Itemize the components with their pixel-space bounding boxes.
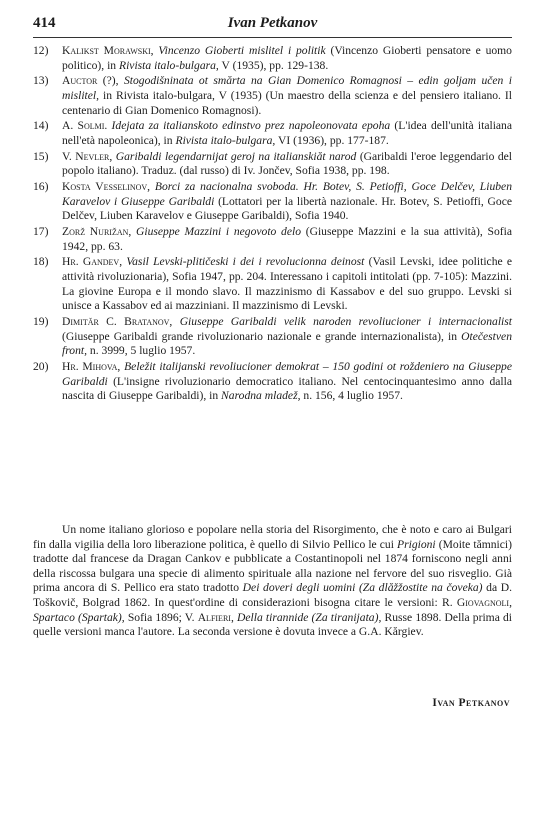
- entry-text: (Giuseppe Mazzini e la sua attività), Sofia 1942, pp. 63.: [62, 225, 512, 253]
- entry-number: 17): [33, 225, 49, 239]
- bibliography-entry: [33, 180, 512, 224]
- entry-author: Dimităr C. Bratanov,: [62, 315, 173, 328]
- paragraph-text: da D. Toškovič, Bolgrad 1862. In quest'ordine di considerazioni bisogna citare le versioni: R.: [33, 581, 513, 609]
- entry-title: Borci za nacionalna svoboda. Hr. Botev, S. Petioffi, Goce Delčev, Liuben Karavelov i Giuseppe Garibaldi: [62, 180, 512, 208]
- entry-title: Giuseppe Garibaldi velik naroden revoliucioner i internacionalist: [179, 315, 512, 328]
- entry-author: Auctor: [62, 74, 98, 88]
- entry-number: 14): [33, 119, 49, 133]
- paragraph-author: Giovagnoli,: [456, 595, 512, 609]
- entry-title-2: Otečestven front,: [62, 329, 512, 358]
- entry-author: A. Solmi.: [62, 119, 108, 133]
- paragraph-text: (Moite tămnici) tradotte dal francese da Dragan Cankov e pubblicate a Costantinopoli nel 1874 forniscono negli anni della riscossa bulgara una specie di alimento spirituale alla nazione nel fervore del suo risveglio. Già prima ancora di S. Pellico era stato tradotto: [33, 537, 512, 595]
- entry-text: (Lottatori per la libertà nazionale. Hr. Botev, S. Petioffi, Goce Delčev, Liuben Karavelov e Giuseppe Garibaldi), Sofia 1940.: [62, 194, 512, 223]
- paragraph-italic: Dei doveri degli uomini (Za dlăžžostite na čoveka): [242, 581, 483, 595]
- body-paragraph: [33, 523, 512, 640]
- entry-number: 12): [33, 44, 49, 57]
- bibliography-entry: [33, 225, 512, 254]
- paragraph-author: Alfieri,: [197, 610, 234, 624]
- page-number: 414: [33, 15, 56, 31]
- entry-author: Hr. Gandev,: [62, 255, 123, 269]
- bibliography-entry: [33, 255, 512, 313]
- header-rule: [33, 37, 512, 38]
- running-title: Ivan Petkanov: [227, 15, 318, 31]
- entry-title: Giuseppe Mazzini i negovoto delo: [136, 225, 302, 239]
- entry-title-2: Rivista italo-bulgara,: [119, 58, 219, 72]
- entry-text: (Vasil Levski, idee politiche e attività rivoluzionaria), Sofia 1947, pp. 204. Interessano i capitoli intitolati (pp. 7-105): Mazzini. La giovine Europa e il mondo slavo. Il mazzinismo di Kassabov e del suo gruppo. Levski si unisce a Kassabov ed ai mazziniani. Il mazzinismo di Levski.: [62, 255, 513, 313]
- entry-text: (Giuseppe Garibaldi grande rivoluzionario nazionale e grande internazionalista), in: [62, 329, 462, 343]
- entry-title-2: Stogodišninata ot smărta na Gian Domenico Romagnosi – edin goljam učen i mislitel,: [62, 74, 512, 102]
- entry-text: (Vincenzo Gioberti pensatore e uomo politico), in: [62, 44, 512, 72]
- bibliography-entry: [33, 360, 512, 404]
- entry-author: Hr. Mihova,: [62, 359, 121, 373]
- entry-title: Garibaldi legendarnijat geroj na italianskiăt narod: [115, 149, 357, 163]
- entry-number: 13): [33, 74, 49, 88]
- entry-title-2: Narodna mladež,: [221, 389, 301, 403]
- entry-title-2: Rivista italo-bulgara,: [175, 133, 276, 147]
- entry-number: 15): [33, 149, 49, 163]
- entry-text-2: n. 156, 4 luglio 1957.: [300, 389, 403, 403]
- entry-text-2: in Rivista italo-bulgara, V (1935) (Un maestro della scienza e del pensiero italiano. Il centenario di Gian Domenico Romagnosi).: [62, 88, 512, 117]
- bibliography-entry: [33, 44, 512, 73]
- paragraph-italic: Spartaco (Spartak),: [33, 610, 125, 624]
- entry-title: Vasil Levski-plitičeski i dei i revolucionna deinost: [126, 255, 365, 269]
- paragraph-italic: Della tirannide (Za tiranijata),: [233, 610, 382, 624]
- entry-number: 19): [33, 315, 49, 328]
- bibliography-entry: [33, 119, 512, 148]
- bibliography-entry: [33, 74, 512, 118]
- paragraph-italic: Prigioni: [397, 537, 436, 551]
- entry-text-2: VI (1936), pp. 177-187.: [275, 133, 389, 147]
- paragraph-text: Russe 1898. Della prima di quelle versioni manca l'autore. La seconda versione è dovuta invece a G.A. Kărgiev.: [33, 610, 512, 639]
- entry-text-2: n. 3999, 5 luglio 1957.: [87, 344, 196, 358]
- entry-author: Kosta Vesselinov,: [62, 180, 151, 194]
- entry-text: (?),: [102, 74, 124, 88]
- bibliography-entry: [33, 150, 512, 179]
- entry-title: Vincenzo Gioberti mislitel i politik: [158, 44, 326, 57]
- entry-text: (L'idea dell'unità italiana nell'età napoleonica), in: [62, 119, 512, 147]
- paragraph-text: Un nome italiano glorioso e popolare nella storia del Risorgimento, che è noto e caro ai Bulgari fin dalla vigilia della loro liberazione politica, è quello di Silvio Pellico le cui: [33, 523, 512, 551]
- entry-number: 20): [33, 359, 49, 373]
- bibliography-entry: [33, 315, 512, 359]
- entry-number: 16): [33, 180, 49, 194]
- entry-author: V. Nevler,: [62, 149, 113, 163]
- entry-number: 18): [33, 255, 49, 269]
- entry-text: (L'insigne rivoluzionario democratico italiano. Nel centocinquantesimo anno dalla nascita di Giuseppe Garibaldi), in: [62, 374, 512, 403]
- entry-author: Kalikst Morawski,: [62, 44, 154, 57]
- page-header: [33, 15, 512, 37]
- entry-text: (Garibaldi l'eroe leggendario del popolo italiano). Traduz. (dal russo) di Iv. Jončev, Sofia 1938, pp. 198.: [62, 149, 513, 178]
- entry-text-2: V (1935), pp. 129-138.: [218, 58, 329, 72]
- author-signature: Ivan Petkanov: [432, 697, 510, 709]
- entry-title: Idejata za italianskoto edinstvo prez napoleonovata epoha: [111, 119, 391, 133]
- entry-author: Zorž Nurižan,: [62, 225, 132, 239]
- paragraph-text: Sofia 1896; V.: [124, 610, 198, 624]
- bibliography-list: [33, 44, 512, 405]
- entry-title: Beležit italijanski revoliucioner demokrat – 150 godini ot roždeniero na Giuseppe Garibaldi: [62, 359, 512, 388]
